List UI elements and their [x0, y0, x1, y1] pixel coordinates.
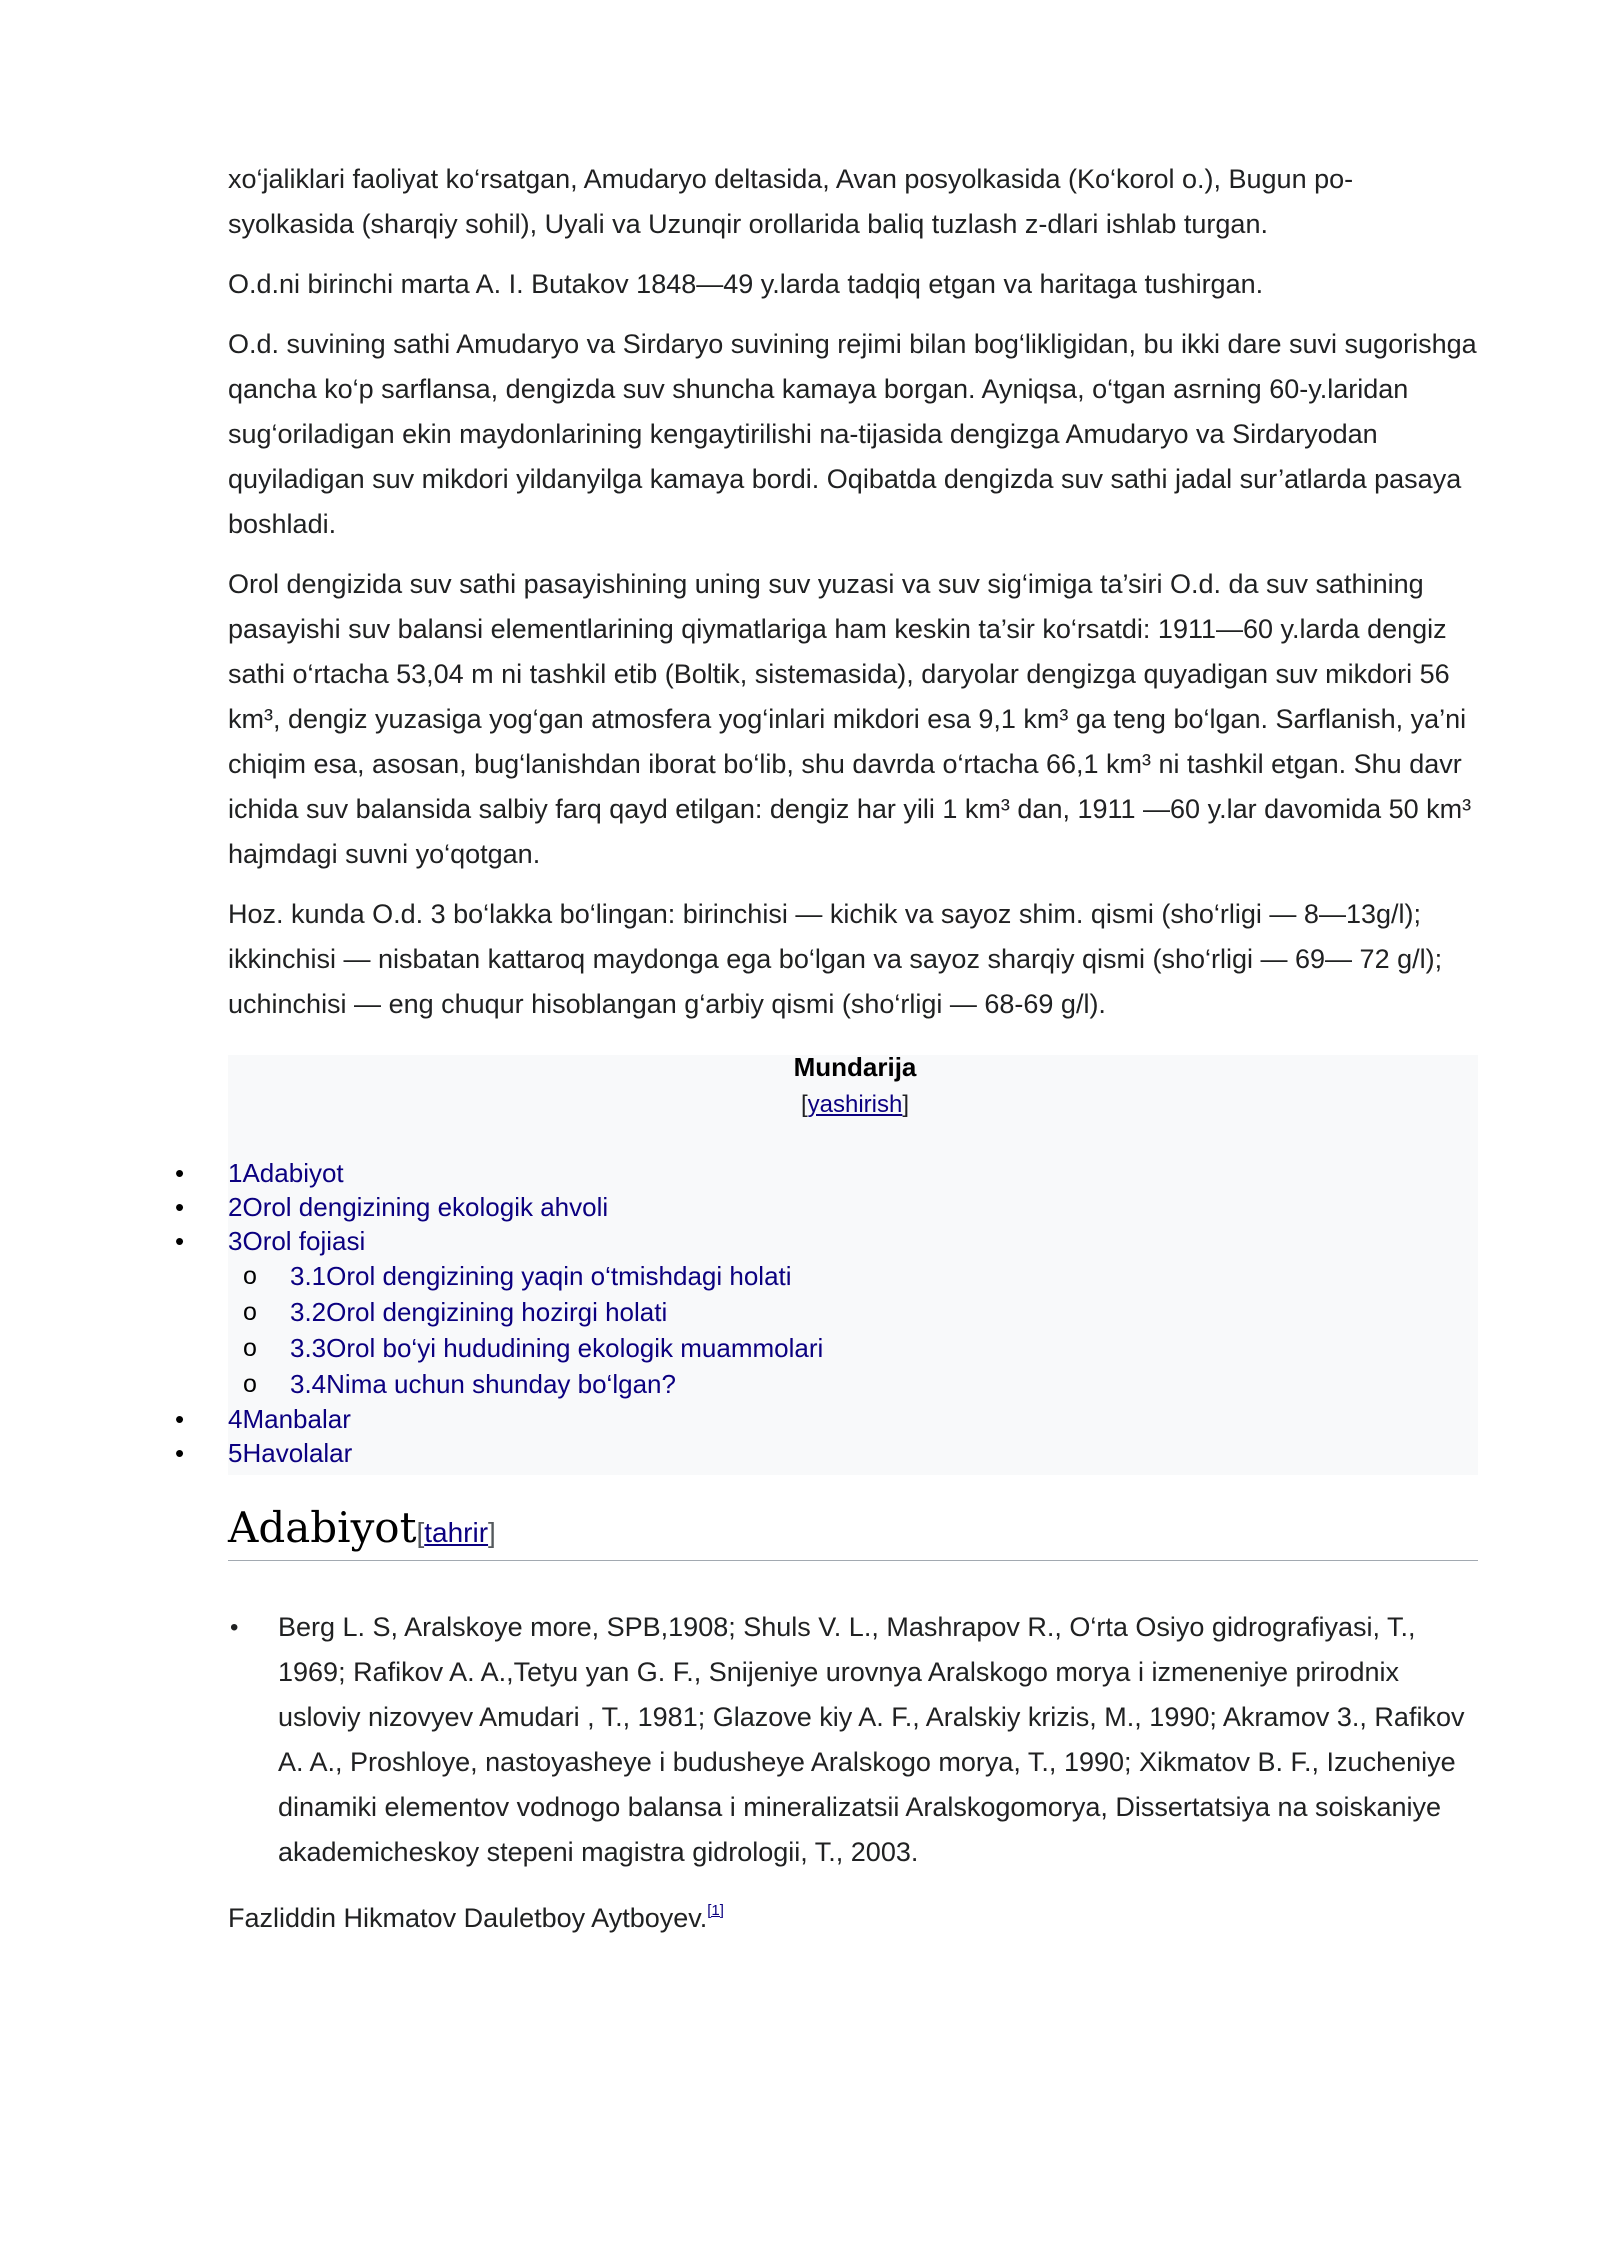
toc-number: 5: [228, 1438, 243, 1468]
toc-label: Orol fojiasi: [242, 1226, 366, 1256]
circle-bullet-icon: o: [243, 1262, 257, 1290]
toc-number: 4: [228, 1404, 243, 1434]
toc-item-ekologik-ahvoli[interactable]: [0, 1190, 1000, 1224]
toc-toggle-open-bracket: [: [800, 1091, 808, 1118]
bullet-icon: •: [175, 1404, 185, 1434]
bullet-icon: •: [230, 1614, 239, 1641]
footnote-link[interactable]: [1]: [707, 1902, 724, 1919]
toc-subitem-yaqin-otmish[interactable]: [0, 1258, 1000, 1294]
toc-label: Nima uchun shunday bo‘lgan?: [326, 1369, 676, 1399]
section-heading-adabiyot: [228, 1500, 1478, 1561]
toc-number: 3.4: [290, 1369, 327, 1399]
toc-item-havolalar[interactable]: [0, 1436, 1000, 1470]
toc-number: 1: [228, 1158, 243, 1188]
bullet-icon: •: [175, 1192, 185, 1222]
toc-number: 3.3: [290, 1333, 327, 1363]
toc-list: [0, 1156, 1000, 1470]
toc-subitem-hozirgi-holati[interactable]: [0, 1294, 1000, 1330]
toc-number: 2: [228, 1192, 243, 1222]
article-body: [228, 157, 1478, 1042]
reference-text: Berg L. S, Aralskoye more, SPB,1908; Shuls V. L., Mashrapov R., O‘rta Osiyo gidrografiyasi, T., 1969; Rafikov A. A.,Tetyu yan G. F., Snijeniye urovnya Aralskogo morya i izmeneniye prirodnix usloviy nizovyev Amudari , T., 1981; Glazove kiy A. F., Aralskiy krizis, M., 1990; Akramov 3., Rafikov A. A., Proshloye, nastoyasheye i budusheye Aralskogo morya, T., 1990; Xikmatov B. F., Izucheniye dinamiki elementov vodnogo balansa i mineralizatsii Aralskogomorya, Dissertatsiya na soiskaniye akademicheskoy stepeni magistra gidrologii, T., 2003.: [278, 1612, 1465, 1867]
circle-bullet-icon: o: [243, 1370, 257, 1398]
toc-subitem-nima-uchun[interactable]: [0, 1366, 1000, 1402]
toc-label: Havolalar: [242, 1438, 353, 1468]
section-edit: [416, 1517, 495, 1548]
paragraph-3: O.d. suvining sathi Amudaryo va Sirdaryo suvining rejimi bilan bog‘likligidan, bu ikki dare suvi sugorishga qancha ko‘p sarflansa, dengizda suv shuncha kamaya borgan. Ayniqsa, o‘tgan asrning 60-y.laridan sug‘oriladigan ekin maydonlarining kengaytirilishi na-tijasida dengizga Amudaryo va Sirdaryodan quyiladigan suv mikdori yildanyilga kamaya bordi. Oqibatda dengizda suv sathi jadal sur’atlarda pasaya boshladi.: [228, 329, 1477, 539]
reference-list: [228, 1605, 1478, 1875]
paragraph-1: xo‘jaliklari faoliyat ko‘rsatgan, Amudaryo deltasida, Avan posyolkasida (Ko‘korol o.), Bugun po-syolkasida (sharqiy sohil), Uyali va Uzunqir orollarida baliq tuzlash z-dlari ishlab turgan.: [228, 164, 1354, 239]
bullet-icon: •: [175, 1226, 185, 1256]
toc-label: Orol dengizining yaqin o‘tmishdagi holati: [326, 1261, 792, 1291]
edit-close-bracket: ]: [488, 1517, 496, 1548]
edit-open-bracket: [: [416, 1517, 425, 1548]
toc-item-manbalar[interactable]: [0, 1402, 1000, 1436]
toc-item-adabiyot[interactable]: [0, 1156, 1000, 1190]
toc-number: 3.1: [290, 1261, 327, 1291]
paragraph-2: O.d.ni birinchi marta A. I. Butakov 1848—49 y.larda tadqiq etgan va haritaga tushirgan.: [228, 269, 1264, 299]
bullet-icon: •: [175, 1158, 185, 1188]
circle-bullet-icon: o: [243, 1298, 257, 1326]
toc-number: 3.2: [290, 1297, 327, 1327]
paragraph-4: Orol dengizida suv sathi pasayishining uning suv yuzasi va suv sig‘imiga ta’siri O.d. da suv sathining pasayishi suv balansi elementlarining qiymatlariga ham keskin ta’sir ko‘rsatdi: 1911—60 y.larda dengiz sathi o‘rtacha 53,04 m ni tashkil etib (Boltik, sistemasida), daryolar dengizga quyadigan suv mikdori 56 km³, dengiz yuzasiga yog‘gan atmosfera yog‘inlari mikdori esa 9,1 km³ ga teng bo‘lgan. Sarflanish, ya’ni chiqim esa, asosan, bug‘lanishdan iborat bo‘lib, shu davrda o‘rtacha 66,1 km³ ni tashkil etgan. Shu davr ichida suv balansida salbiy farq qayd etilgan: dengiz har yili 1 km³ dan, 1911 —60 y.lar davomida 50 km³ hajmdagi suvni yo‘qotgan.: [228, 569, 1472, 869]
toc-hide-link[interactable]: yashirish: [807, 1091, 903, 1118]
toc-toggle-close-bracket: ]: [902, 1091, 910, 1118]
edit-section-link[interactable]: tahrir: [424, 1517, 489, 1548]
toc-title: Mundarija: [793, 1052, 917, 1082]
toc-toggle: [0, 1091, 1600, 1119]
toc-subitem-ekologik-muammolar[interactable]: [0, 1330, 1000, 1366]
author-text: Fazliddin Hikmatov Dauletboy Aytboyev.: [228, 1903, 708, 1933]
paragraph-5: Hoz. kunda O.d. 3 bo‘lakka bo‘lingan: birinchisi — kichik va sayoz shim. qismi (sho‘rligi — 8—13g/l); ikkinchisi — nisbatan kattaroq maydonga ega bo‘lgan va sayoz sharqiy qismi (sho‘rligi — 69— 72 g/l); uchinchisi — eng chuqur hisoblangan g‘arbiy qismi (sho‘rligi — 68-69 g/l).: [228, 899, 1443, 1019]
toc-label: Orol dengizining hozirgi holati: [326, 1297, 668, 1327]
toc-item-orol-fojiasi[interactable]: [0, 1224, 1000, 1258]
toc-number: 3: [228, 1226, 243, 1256]
toc-label: Adabiyot: [242, 1158, 344, 1188]
toc-label: Orol bo‘yi hududining ekologik muammolari: [326, 1333, 824, 1363]
bullet-icon: •: [175, 1438, 185, 1468]
author-line: [228, 1888, 724, 1941]
toc-label: Orol dengizining ekologik ahvoli: [242, 1192, 609, 1222]
toc-label: Manbalar: [242, 1404, 351, 1434]
section-title: Adabiyot: [228, 1503, 417, 1552]
circle-bullet-icon: o: [243, 1334, 257, 1362]
list-item: [228, 1605, 1478, 1875]
